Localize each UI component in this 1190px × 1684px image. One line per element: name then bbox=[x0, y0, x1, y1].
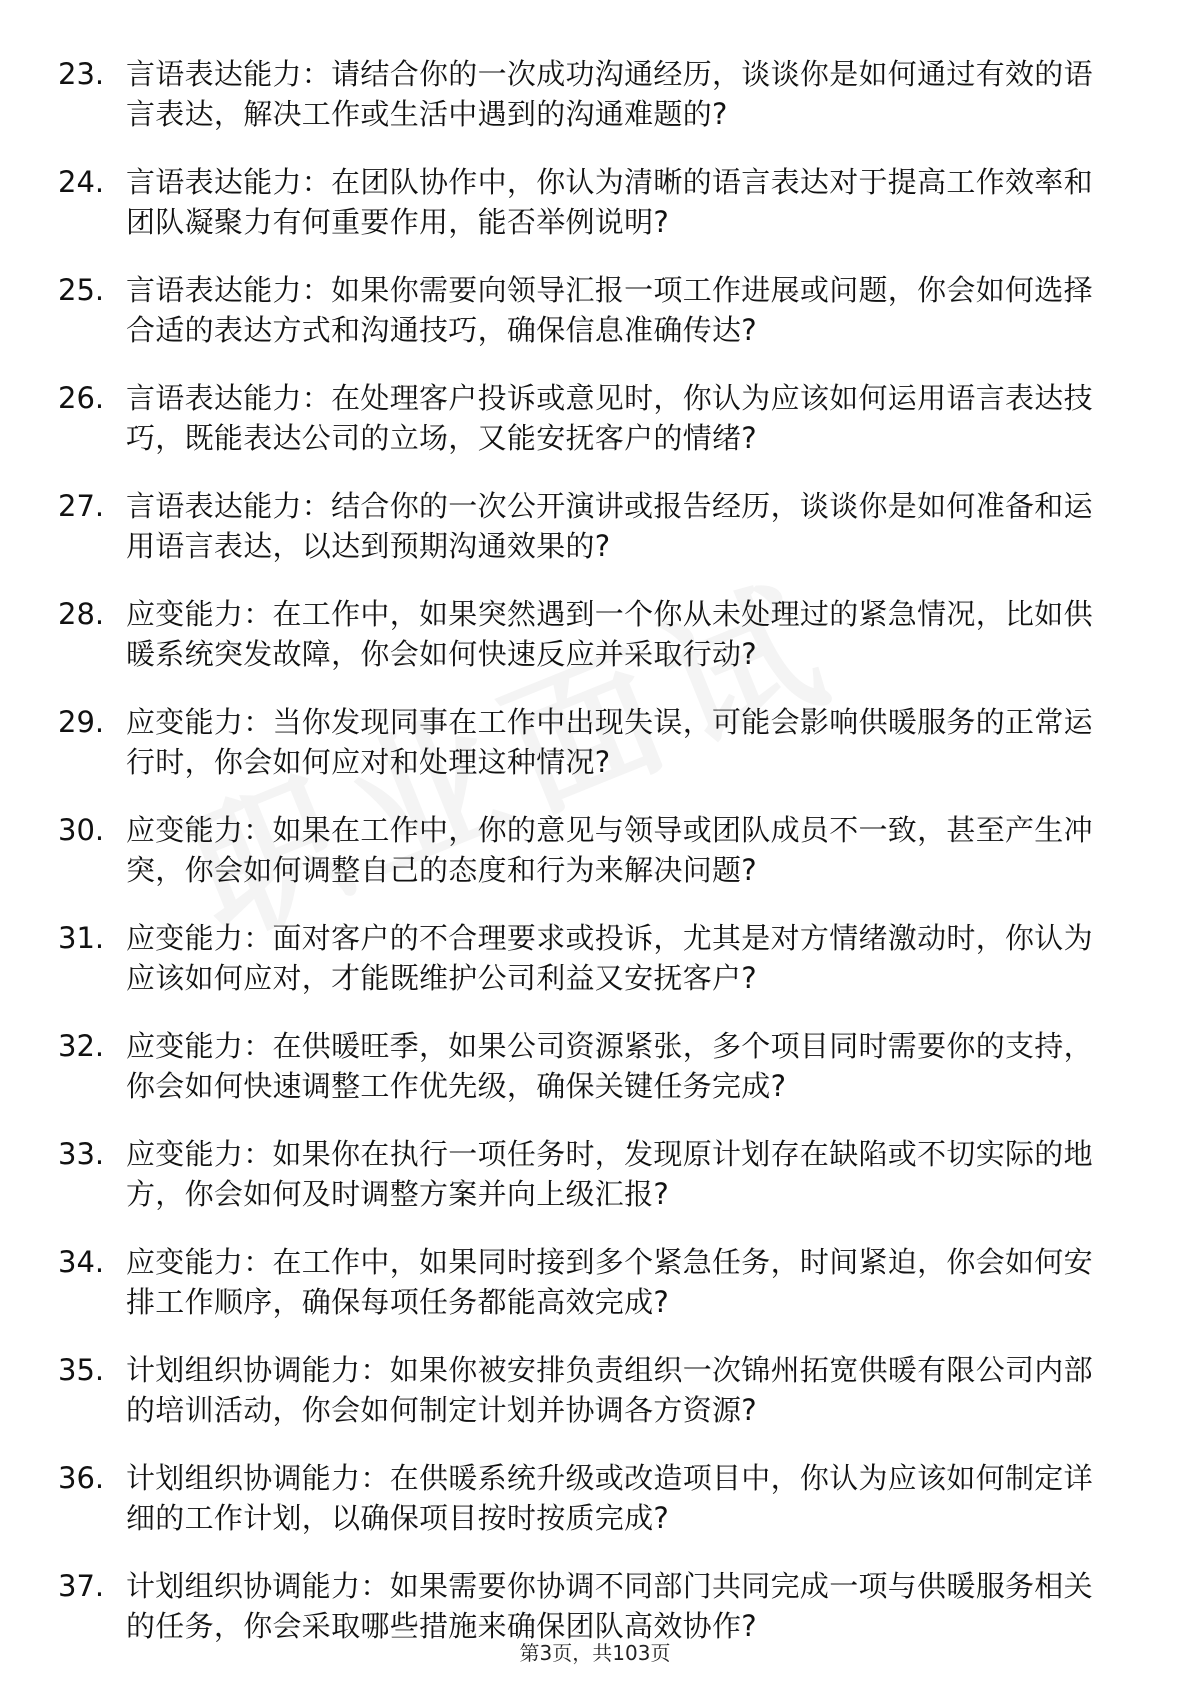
question-text: 言语表达能力：如果你需要向领导汇报一项工作进展或问题，你会如何选择合适的表达方式和沟通技巧，确保信息准确传达? bbox=[126, 273, 1093, 347]
page-footer bbox=[0, 1637, 1190, 1666]
question-text: 言语表达能力：在团队协作中，你认为清晰的语言表达对于提高工作效率和团队凝聚力有何重要作用，能否举例说明? bbox=[126, 165, 1093, 239]
question-number: 37. bbox=[58, 1569, 105, 1603]
question-number: 27. bbox=[58, 489, 105, 523]
question-number: 32. bbox=[58, 1029, 105, 1063]
question-text: 言语表达能力：请结合你的一次成功沟通经历，谈谈你是如何通过有效的语言表达，解决工作或生活中遇到的沟通难题的? bbox=[126, 57, 1093, 131]
question-number: 36. bbox=[58, 1461, 105, 1495]
question-number: 23. bbox=[58, 57, 105, 91]
question-text: 计划组织协调能力：如果你被安排负责组织一次锦州拓宽供暖有限公司内部的培训活动，你会如何制定计划并协调各方资源? bbox=[126, 1353, 1093, 1427]
question-text: 应变能力：在工作中，如果同时接到多个紧急任务，时间紧迫，你会如何安排工作顺序，确保每项任务都能高效完成? bbox=[126, 1245, 1093, 1319]
question-text: 应变能力：如果在工作中，你的意见与领导或团队成员不一致，甚至产生冲突，你会如何调整自己的态度和行为来解决问题? bbox=[126, 813, 1093, 887]
question-number: 26. bbox=[58, 381, 105, 415]
question-text: 计划组织协调能力：如果需要你协调不同部门共同完成一项与供暖服务相关的任务，你会采取哪些措施来确保团队高效协作? bbox=[126, 1569, 1093, 1643]
question-item bbox=[58, 810, 1108, 918]
question-text: 言语表达能力：在处理客户投诉或意见时，你认为应该如何运用语言表达技巧，既能表达公司的立场，又能安抚客户的情绪? bbox=[126, 381, 1093, 455]
question-number: 31. bbox=[58, 921, 105, 955]
question-text: 应变能力：在工作中，如果突然遇到一个你从未处理过的紧急情况，比如供暖系统突发故障，你会如何快速反应并采取行动? bbox=[126, 597, 1093, 671]
question-text: 计划组织协调能力：在供暖系统升级或改造项目中，你认为应该如何制定详细的工作计划，以确保项目按时按质完成? bbox=[126, 1461, 1093, 1535]
question-number: 25. bbox=[58, 273, 105, 307]
page-number-label: 第3页，共103页 bbox=[519, 1641, 671, 1665]
question-number: 30. bbox=[58, 813, 105, 847]
question-list bbox=[58, 54, 1108, 1674]
question-text: 应变能力：面对客户的不合理要求或投诉，尤其是对方情绪激动时，你认为应该如何应对，才能既维护公司利益又安抚客户? bbox=[126, 921, 1093, 995]
question-item bbox=[58, 918, 1108, 1026]
question-item bbox=[58, 1242, 1108, 1350]
question-item bbox=[58, 1026, 1108, 1134]
question-number: 35. bbox=[58, 1353, 105, 1387]
question-item bbox=[58, 54, 1108, 162]
question-text: 应变能力：在供暖旺季，如果公司资源紧张，多个项目同时需要你的支持，你会如何快速调整工作优先级，确保关键任务完成? bbox=[126, 1029, 1093, 1103]
question-number: 29. bbox=[58, 705, 105, 739]
question-text: 言语表达能力：结合你的一次公开演讲或报告经历，谈谈你是如何准备和运用语言表达，以达到预期沟通效果的? bbox=[126, 489, 1093, 563]
question-number: 24. bbox=[58, 165, 105, 199]
question-item bbox=[58, 1350, 1108, 1458]
question-item bbox=[58, 486, 1108, 594]
question-item bbox=[58, 162, 1108, 270]
question-item bbox=[58, 594, 1108, 702]
question-item bbox=[58, 1458, 1108, 1566]
question-number: 34. bbox=[58, 1245, 105, 1279]
question-item bbox=[58, 702, 1108, 810]
question-item bbox=[58, 1134, 1108, 1242]
question-item bbox=[58, 378, 1108, 486]
question-text: 应变能力：如果你在执行一项任务时，发现原计划存在缺陷或不切实际的地方，你会如何及时调整方案并向上级汇报? bbox=[126, 1137, 1093, 1211]
question-number: 33. bbox=[58, 1137, 105, 1171]
question-item bbox=[58, 270, 1108, 378]
question-text: 应变能力：当你发现同事在工作中出现失误，可能会影响供暖服务的正常运行时，你会如何应对和处理这种情况? bbox=[126, 705, 1093, 779]
question-number: 28. bbox=[58, 597, 105, 631]
